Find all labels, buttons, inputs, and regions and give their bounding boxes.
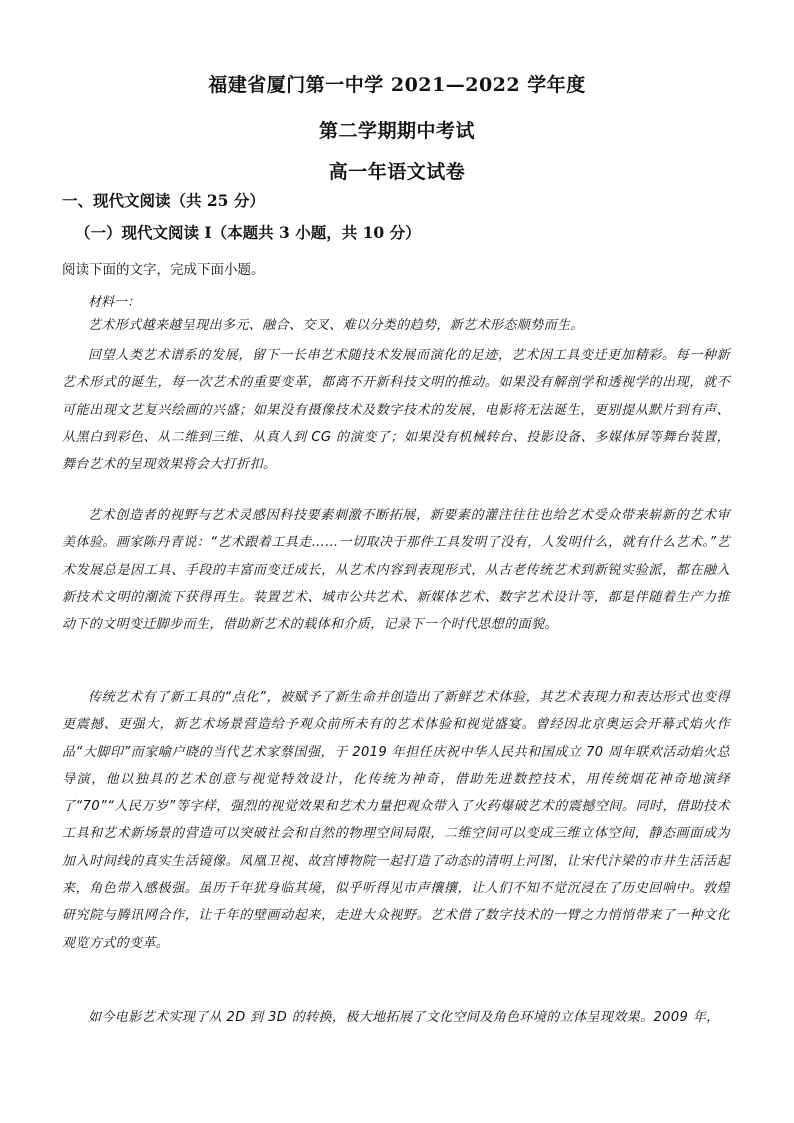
material-label: 材料一： [88, 295, 141, 310]
passage-paragraph-4: 传统艺术有了新工具的“点化”，被赋予了新生命并创造出了新鲜艺术体验，其艺术表现力和表达形式也变得更震撼、更强大，新艺术场景营造给予观众前所未有的艺术体验和视觉盛宴。曾经因北京奥运会开幕式焰火作品“大脚印”而家喻户晓的当代艺术家蔡国强，于 2019 年担任庆祝中华人民共和国成立 70 周年联欢活动焰火总导演，他以独具的艺术创意与视觉特效设计，化传统为神奇，借助先进数控技术，用传统烟花神奇地演绎了“70”“人民万岁”等字样，强烈的视觉效果和艺术力量把观众带入了火药爆破艺术的震撼空间。同时，借助技术工具和艺术新场景的营造可以突破社会和自然的物理空间局限，二维空间可以变成三维立体空间，静态画面成为加入时间线的真实生活镜像。凤凰卫视、故宫博物院一起打造了动态的清明上河图，让宋代汴梁的市井生活活起来，角色带入感极强。虽历千年犹身临其境，似乎听得见市声攘攘，让人们不知不觉沉浸在了历史回响中。敦煌研究院与腾讯网合作，让千年的壁画动起来，走进大众视野。艺术借了数字技术的一臂之力悄悄带来了一种文化观览方式的变革。 [62, 690, 730, 951]
section-heading: 一、现代文阅读（共 25 分） [62, 191, 265, 210]
exam-title-term: 第二学期期中考试 [318, 120, 475, 142]
passage-paragraph-2: 回望人类艺术谱系的发展，留下一长串艺术随技术发展而演化的足迹，艺术因工具变迁更加精彩。每一种新艺术形式的诞生，每一次艺术的重要变革，都离不开新科技文明的推动。如果没有解剖学和透视学的出现，就不可能出现文艺复兴绘画的兴盛；如果没有摄像技术及数字技术的发展，电影将无法诞生，更别提从默片到有声、从黑白到彩色、从二维到三维、从真人到 CG 的演变了；如果没有机械转台、投影设备、多媒体屏等舞台装置，舞台艺术的呈现效果将会大打折扣。 [62, 348, 730, 473]
passage-paragraph-5: 如今电影艺术实现了从 2D 到 3D 的转换，极大地拓展了文化空间及角色环境的立体呈现效果。2009 年， [88, 1010, 720, 1025]
exam-title-school: 福建省厦门第一中学 2021—2022 学年度 [208, 74, 586, 96]
passage-paragraph-1: 艺术形式越来越呈现出多元、融合、交叉、难以分类的趋势，新艺术形态顺势而生。 [88, 318, 584, 333]
reading-instruction: 阅读下面的文字，完成下面小题。 [62, 262, 265, 278]
subsection-heading: （一）现代文阅读 I（本题共 3 小题，共 10 分） [75, 223, 421, 242]
exam-title-subject: 高一年语文试卷 [328, 161, 466, 183]
passage-paragraph-3: 艺术创造者的视野与艺术灵感因科技要素刺激不断拓展，新要素的灌注往往也给艺术受众带来崭新的艺术审美体验。画家陈丹青说：“艺术跟着工具走……一切取决于那件工具发明了没有，人发明什么，就有什么艺术。”艺术发展总是因工具、手段的丰富而变迁成长，从艺术内容到表现形式，从古老传统艺术到新锐实验派，都在融入新技术文明的潮流下获得再生。装置艺术、城市公共艺术、新媒体艺术、数字艺术设计等，都是伴随着生产力推动下的文明变迁脚步而生，借助新艺术的载体和介质，记录下一个时代思想的面貌。 [62, 508, 730, 633]
